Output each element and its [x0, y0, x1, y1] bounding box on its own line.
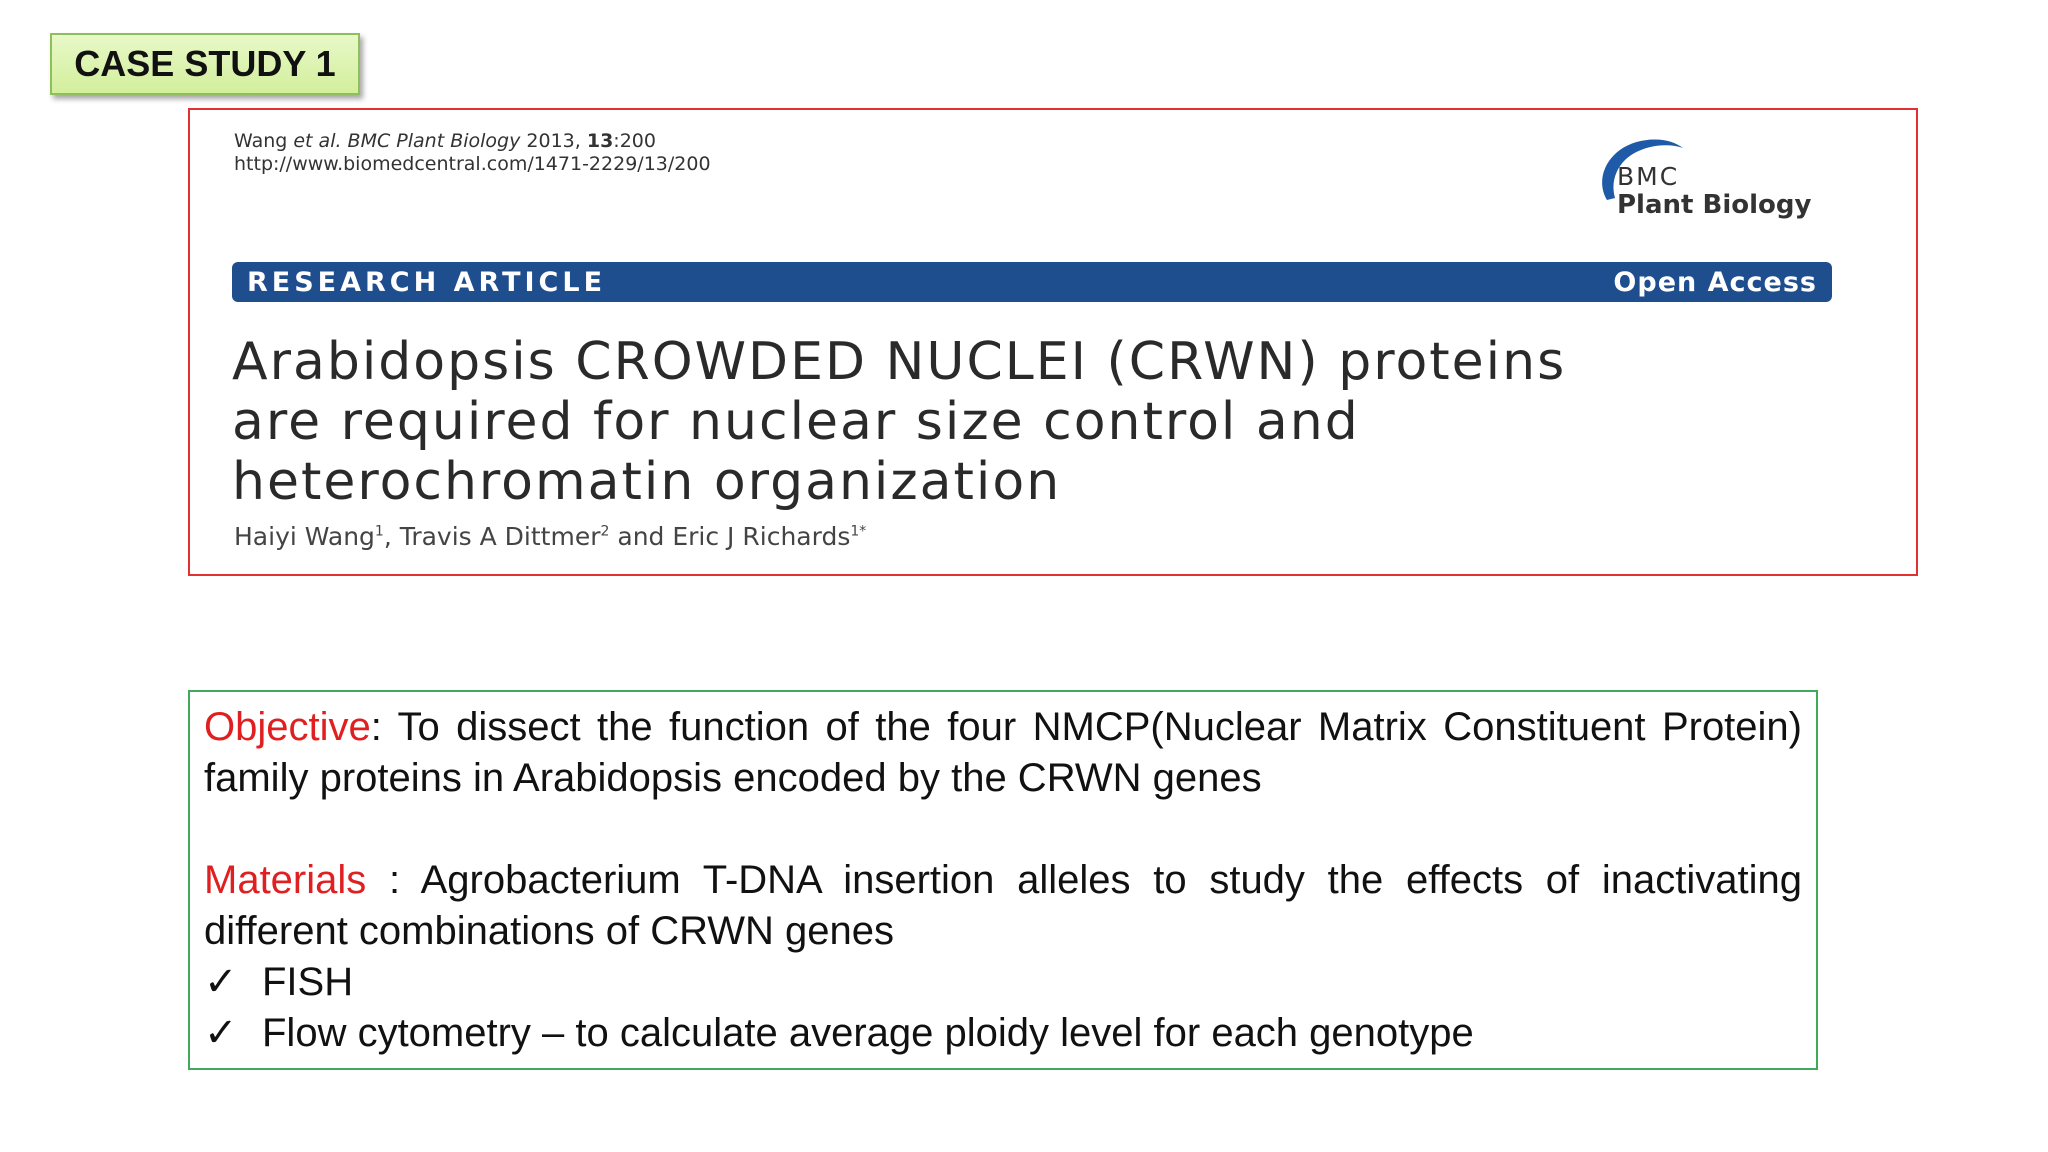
author-affiliation: 2 [600, 523, 610, 540]
open-access-label: Open Access [1613, 266, 1817, 298]
title-line: heterochromatin organization [232, 452, 1062, 512]
checkmark-icon: ✓ [204, 960, 238, 1004]
list-item-text: FISH [262, 960, 354, 1004]
objective-paragraph [204, 702, 1802, 804]
title-line: Arabidopsis CROWDED NUCLEI (CRWN) proteins [232, 332, 1567, 392]
citation-etal: et al. [287, 130, 342, 152]
author-name: Haiyi Wang [234, 522, 375, 551]
bmc-brand: BMC [1617, 162, 1680, 191]
citation-page: :200 [613, 130, 656, 152]
list-item [204, 957, 1802, 1008]
materials-label: Materials [204, 858, 367, 902]
objective-materials-box [188, 690, 1818, 1070]
authors [234, 522, 866, 551]
materials-paragraph [204, 855, 1802, 957]
research-article-label: RESEARCH ARTICLE [247, 266, 607, 298]
checkmark-icon: ✓ [204, 1011, 238, 1055]
author-affiliation: 1 [374, 523, 384, 540]
spacer [204, 804, 1802, 855]
author-affiliation: 1* [850, 523, 867, 540]
article-header-image [188, 108, 1918, 576]
materials-text: : Agrobacterium T-DNA insertion alleles to study the effects of inactivating different combinations of CRWN genes [204, 858, 1802, 953]
citation-journal: BMC Plant Biology [341, 130, 521, 152]
citation [234, 130, 711, 176]
article-type-bar [232, 262, 1832, 302]
article-title [232, 332, 1872, 512]
objective-label: Objective [204, 705, 371, 749]
case-study-label: CASE STUDY 1 [50, 33, 360, 95]
citation-author: Wang [234, 130, 288, 152]
objective-text: : To dissect the function of the four NMCP(Nuclear Matrix Constituent Protein) family proteins in Arabidopsis encoded by the CRWN genes [204, 705, 1802, 800]
list-item-text: Flow cytometry – to calculate average ploidy level for each genotype [262, 1011, 1474, 1055]
author-name: and Eric J Richards [609, 522, 851, 551]
citation-line [234, 130, 711, 153]
article-url: http://www.biomedcentral.com/1471-2229/13/200 [234, 153, 711, 175]
title-line: are required for nuclear size control and [232, 392, 1360, 452]
bmc-journal-name: Plant Biology [1617, 190, 1812, 220]
citation-year: 2013, [520, 130, 587, 152]
bmc-logo [1585, 132, 1845, 222]
author-name: , Travis A Dittmer [383, 522, 601, 551]
list-item [204, 1008, 1802, 1059]
citation-volume: 13 [586, 130, 614, 152]
